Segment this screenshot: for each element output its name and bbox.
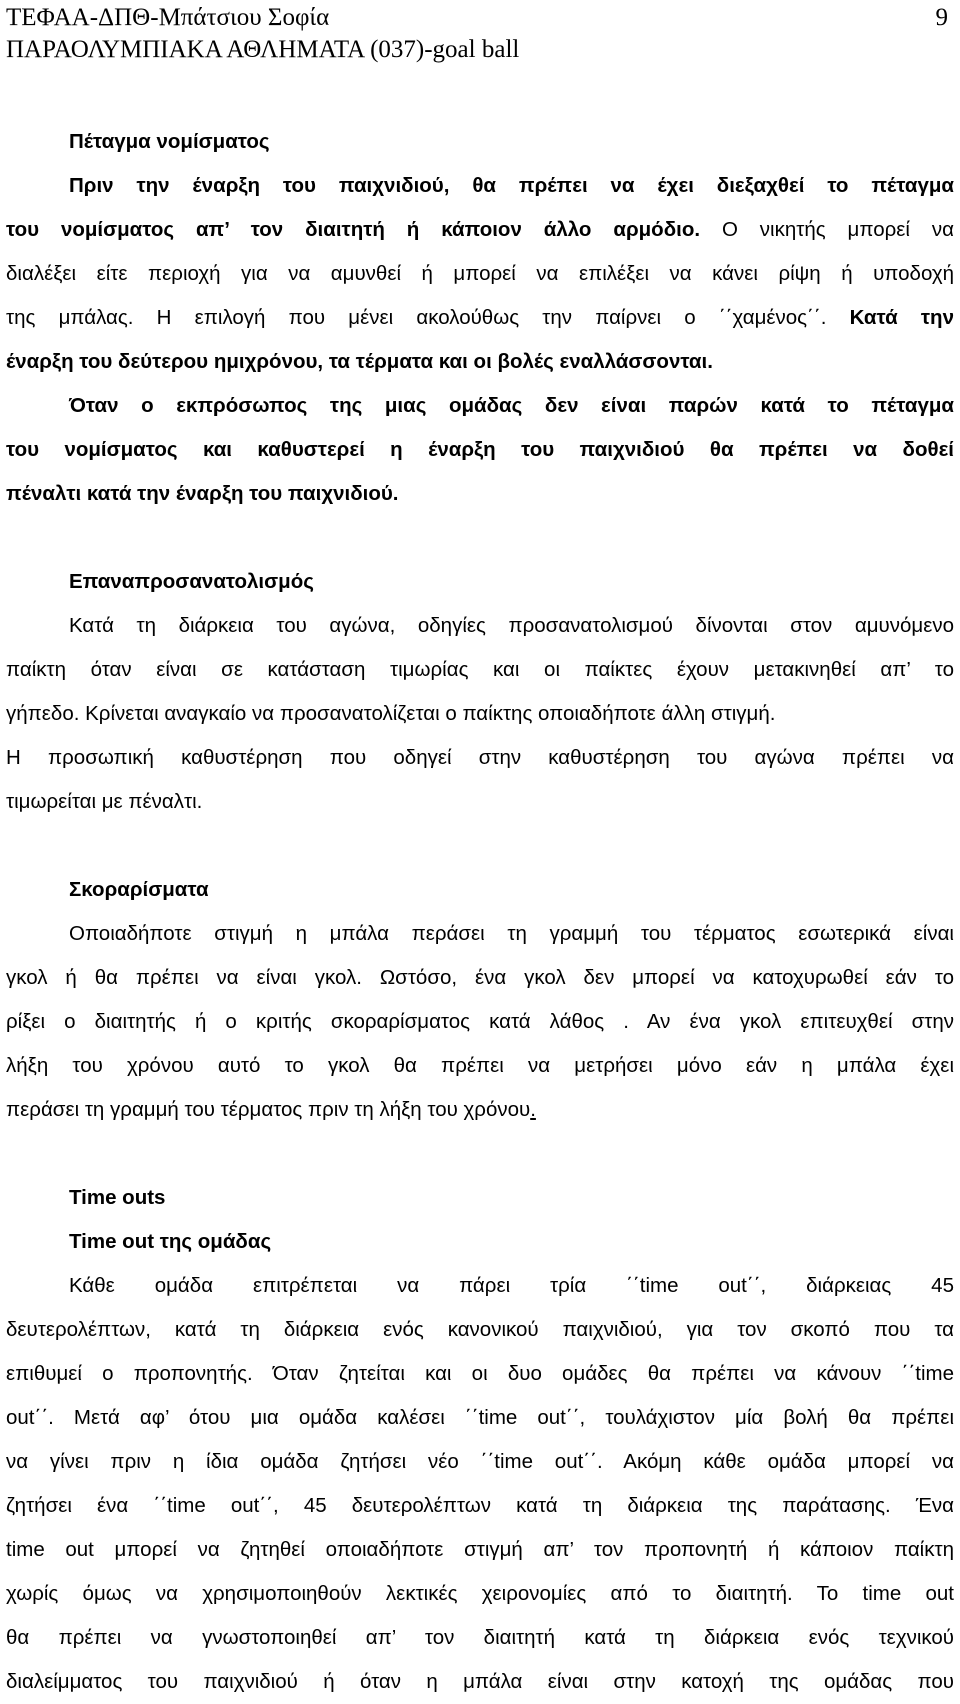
- page-header: [6, 2, 954, 66]
- header-course-line: ΠΑΡΑΟΛΥΜΠΙΑΚΑ ΑΘΛΗΜΑΤΑ (037)-goal ball: [6, 36, 520, 63]
- paragraph-line: έναρξη του δεύτερου ημιχρόνου, τα τέρματα και οι βολές εναλλάσσονται.: [6, 350, 713, 373]
- paragraph-line: λήξη του χρόνου αυτό το γκολ θα πρέπει να μετρήσει μόνο εάν η μπάλα έχει: [6, 1054, 954, 1077]
- page-number: 9: [935, 4, 948, 31]
- paragraph-line: του νομίσματος και καθυστερεί η έναρξη του παιχνιδιού θα πρέπει να δοθεί: [6, 438, 954, 461]
- paragraph-line: διαλείμματος του παιχνιδιού ή όταν η μπάλα είναι στην κατοχή της ομάδας που: [6, 1670, 954, 1693]
- paragraph-line-bold: Κατά την: [826, 306, 954, 329]
- paragraph-line: επιθυμεί ο προπονητής. Όταν ζητείται και οι δυο ομάδες θα πρέπει να κάνουν ΄΄time: [6, 1362, 954, 1385]
- paragraph-line: [6, 208, 954, 252]
- paragraph-line: Όταν ο εκπρόσωπος της μιας ομάδας δεν είναι παρών κατά το πέταγμα: [69, 394, 954, 417]
- paragraph-line: χωρίς όμως να χρησιμοποιηθούν λεκτικές χειρονομίες από το διαιτητή. Το time out: [6, 1582, 954, 1605]
- paragraph-line: Κάθε ομάδα επιτρέπεται να πάρει τρία ΄΄time out΄΄, διάρκειας 45: [69, 1274, 954, 1297]
- paragraph-line-bold: του νομίσματος απ’ τον διαιτητή ή κάποιον άλλο αρμόδιο.: [6, 218, 701, 241]
- paragraph-line: θα πρέπει να γνωστοποιηθεί απ’ τον διαιτητή κατά τη διάρκεια ενός τεχνικού: [6, 1626, 954, 1649]
- paragraph-line: Κατά τη διάρκεια του αγώνα, οδηγίες προσανατολισμού δίνονται στον αμυνόμενο: [69, 614, 954, 637]
- paragraph-line: time out μπορεί να ζητηθεί οποιαδήποτε στιγμή απ’ τον προπονητή ή κάποιον παίκτη: [6, 1538, 954, 1561]
- paragraph-line: διαλέξει είτε περιοχή για να αμυνθεί ή μπορεί να επιλέξει να κάνει ρίψη ή υποδοχή: [6, 262, 954, 285]
- section-subtitle-team-time-out: Time out της ομάδας: [69, 1230, 272, 1253]
- section-title-scoring: Σκοραρίσματα: [69, 878, 209, 901]
- paragraph-line-normal: Ο νικητής μπορεί να: [700, 218, 954, 241]
- paragraph-line: πέναλτι κατά την έναρξη του παιχνιδιού.: [6, 482, 399, 505]
- header-author-line: ΤΕΦΑΑ-ΔΠΘ-Μπάτσιου Σοφία: [6, 4, 330, 31]
- paragraph-line: Η προσωπική καθυστέρηση που οδηγεί στην καθυστέρηση του αγώνα πρέπει να: [6, 746, 954, 769]
- paragraph-line-normal: περάσει τη γραμμή του τέρματος πριν τη λήξη του χρόνου: [6, 1098, 531, 1121]
- spacer: [6, 516, 954, 560]
- section-title-time-outs: Time outs: [69, 1186, 166, 1209]
- paragraph-line: out΄΄. Μετά αφ’ ότου μια ομάδα καλέσει ΄΄time out΄΄, τουλάχιστον μία βολή θα πρέπει: [6, 1406, 954, 1429]
- document-body: [6, 120, 954, 1704]
- spacer: [6, 1132, 954, 1176]
- paragraph-line: να γίνει πριν η ίδια ομάδα ζητήσει νέο ΄΄time out΄΄. Ακόμη κάθε ομάδα μπορεί να: [6, 1450, 954, 1473]
- paragraph-line: Οποιαδήποτε στιγμή η μπάλα περάσει τη γραμμή του τέρματος εσωτερικά είναι: [69, 922, 954, 945]
- paragraph-line: ζητήσει ένα ΄΄time out΄΄, 45 δευτερολέπτων κατά τη διάρκεια της παράτασης. Ένα: [6, 1494, 954, 1517]
- paragraph-line-normal: της μπάλας. Η επιλογή που μένει ακολούθως την παίρνει ο ΄΄χαμένος΄΄.: [6, 306, 827, 329]
- underlined-period: .: [530, 1098, 536, 1121]
- section-title-coin-toss: Πέταγμα νομίσματος: [69, 130, 270, 153]
- paragraph-line: γήπεδο. Κρίνεται αναγκαίο να προσανατολίζεται ο παίκτης οποιαδήποτε άλλη στιγμή.: [6, 702, 776, 725]
- paragraph-line: Πριν την έναρξη του παιχνιδιού, θα πρέπει να έχει διεξαχθεί το πέταγμα: [69, 174, 954, 197]
- paragraph-line: [6, 296, 954, 340]
- section-title-reorientation: Επαναπροσανατολισμός: [69, 570, 314, 593]
- paragraph-line: δευτερολέπτων, κατά τη διάρκεια ενός κανονικού παιχνιδιού, για τον σκοπό που τα: [6, 1318, 954, 1341]
- paragraph-line: γκολ ή θα πρέπει να είναι γκολ. Ωστόσο, ένα γκολ δεν μπορεί να κατοχυρωθεί εάν το: [6, 966, 954, 989]
- paragraph-line: [6, 1088, 954, 1132]
- paragraph-line: τιμωρείται με πέναλτι.: [6, 790, 203, 813]
- paragraph-line: ρίξει ο διαιτητής ή ο κριτής σκοραρίσματος κατά λάθος . Αν ένα γκολ επιτευχθεί στην: [6, 1010, 954, 1033]
- spacer: [6, 824, 954, 868]
- paragraph-line: παίκτη όταν είναι σε κατάσταση τιμωρίας και οι παίκτες έχουν μετακινηθεί απ’ το: [6, 658, 954, 681]
